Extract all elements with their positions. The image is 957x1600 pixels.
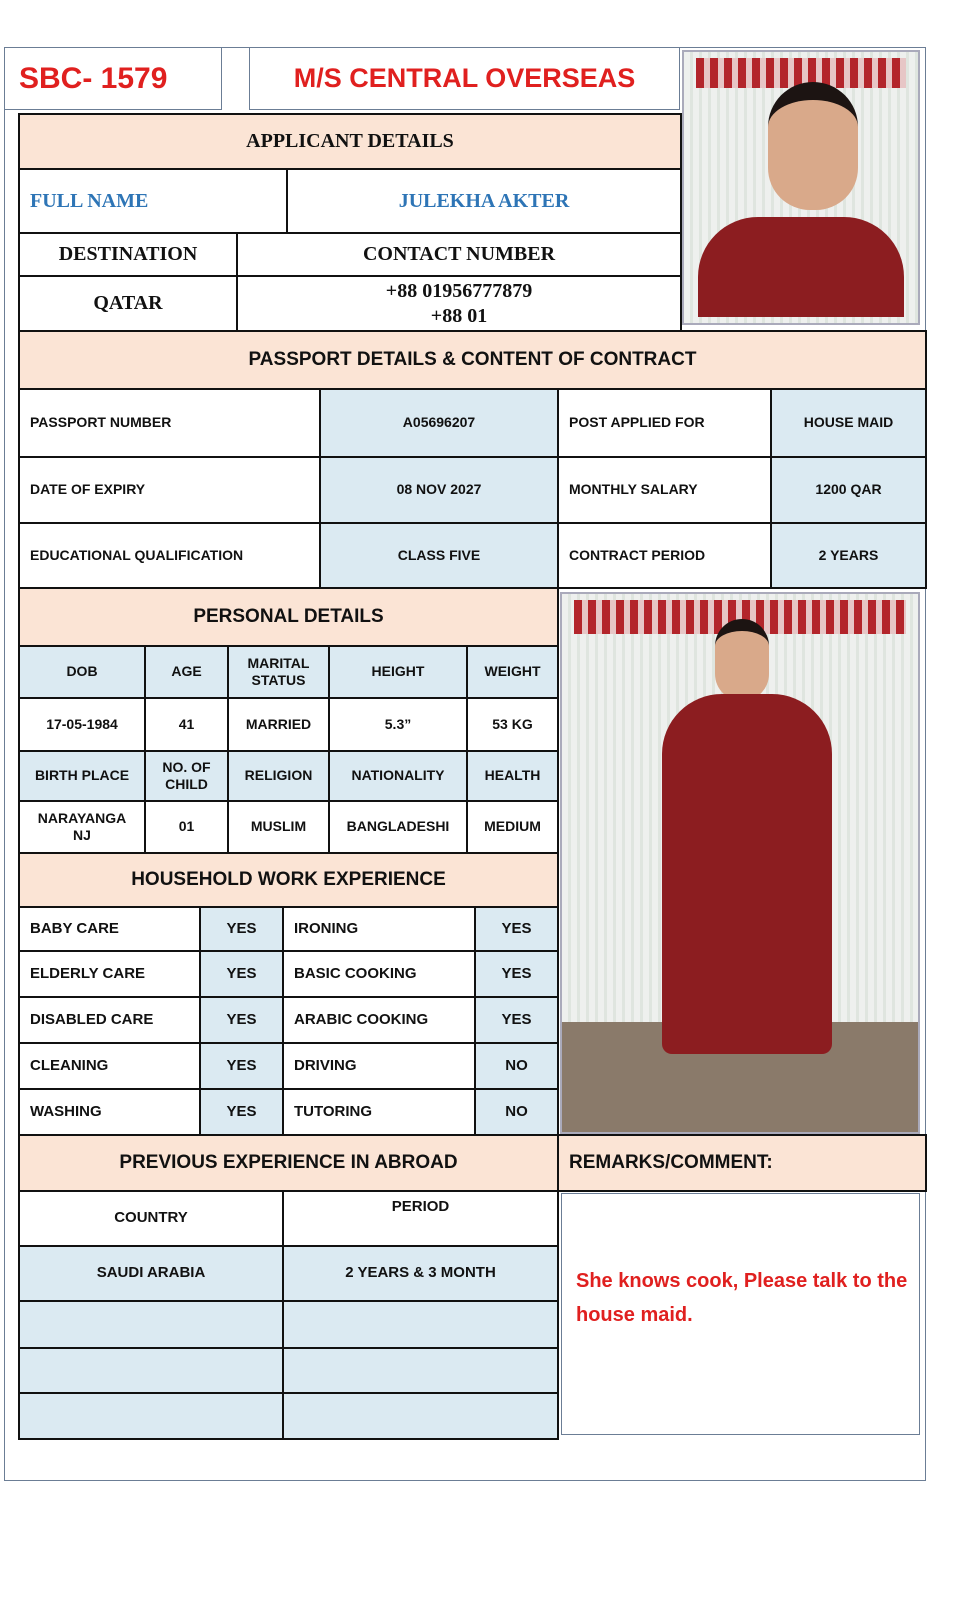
applicant-portrait-photo	[682, 50, 920, 325]
personal-details-header: PERSONAL DETAILS	[18, 587, 559, 647]
skill-answer: YES	[474, 906, 559, 952]
skill-label: BASIC COOKING	[282, 950, 476, 998]
passport-value: A05696207	[319, 388, 559, 458]
skill-label: CLEANING	[18, 1042, 201, 1090]
passport-label: POST APPLIED FOR	[557, 388, 772, 458]
passport-value: HOUSE MAID	[770, 388, 927, 458]
skill-answer: YES	[199, 906, 284, 952]
passport-label: CONTRACT PERIOD	[557, 522, 772, 589]
passport-label: MONTHLY SALARY	[557, 456, 772, 524]
personal-label: HEIGHT	[328, 645, 468, 699]
personal-value: 41	[144, 697, 229, 752]
previous-country	[18, 1347, 284, 1394]
skill-answer: YES	[199, 950, 284, 998]
personal-value: 53 KG	[466, 697, 559, 752]
passport-value: 2 YEARS	[770, 522, 927, 589]
skill-label: DISABLED CARE	[18, 996, 201, 1044]
skill-answer: YES	[474, 996, 559, 1044]
personal-label: BIRTH PLACE	[18, 750, 146, 802]
personal-value: NARAYANGA NJ	[18, 800, 146, 854]
skill-answer: YES	[199, 996, 284, 1044]
passport-label: PASSPORT NUMBER	[18, 388, 321, 458]
personal-label: AGE	[144, 645, 229, 699]
passport-label: DATE OF EXPIRY	[18, 456, 321, 524]
passport-header: PASSPORT DETAILS & CONTENT OF CONTRACT	[18, 330, 927, 390]
skill-answer: YES	[199, 1088, 284, 1136]
remarks-text: She knows cook, Please talk to the house maid.	[561, 1193, 920, 1435]
personal-value: 17-05-1984	[18, 697, 146, 752]
period-label: PERIOD	[282, 1190, 559, 1247]
personal-value: MEDIUM	[466, 800, 559, 854]
full-name-value: JULEKHA AKTER	[286, 168, 682, 234]
personal-label: NO. OF CHILD	[144, 750, 229, 802]
skill-label: DRIVING	[282, 1042, 476, 1090]
personal-label: HEALTH	[466, 750, 559, 802]
skill-answer: NO	[474, 1042, 559, 1090]
destination-value: QATAR	[18, 275, 238, 332]
full-name-label: FULL NAME	[18, 168, 288, 234]
personal-label: RELIGION	[227, 750, 330, 802]
clothing	[698, 217, 904, 317]
passport-value: 1200 QAR	[770, 456, 927, 524]
personal-label: DOB	[18, 645, 146, 699]
previous-experience-header: PREVIOUS EXPERIENCE IN ABROAD	[18, 1134, 559, 1192]
passport-label: EDUCATIONAL QUALIFICATION	[18, 522, 321, 589]
agency-name: M/S CENTRAL OVERSEAS	[249, 47, 680, 110]
personal-label: WEIGHT	[466, 645, 559, 699]
skill-answer: NO	[474, 1088, 559, 1136]
personal-value: BANGLADESHI	[328, 800, 468, 854]
personal-label: NATIONALITY	[328, 750, 468, 802]
applicant-details-header: APPLICANT DETAILS	[18, 113, 682, 170]
skill-label: TUTORING	[282, 1088, 476, 1136]
previous-country	[18, 1300, 284, 1349]
passport-value: 08 NOV 2027	[319, 456, 559, 524]
skill-label: ARABIC COOKING	[282, 996, 476, 1044]
passport-value: CLASS FIVE	[319, 522, 559, 589]
applicant-full-photo	[560, 592, 920, 1134]
country-label: COUNTRY	[18, 1190, 284, 1247]
skill-label: ELDERLY CARE	[18, 950, 201, 998]
face	[715, 619, 769, 701]
skill-label: IRONING	[282, 906, 476, 952]
personal-label: MARITAL STATUS	[227, 645, 330, 699]
household-header: HOUSEHOLD WORK EXPERIENCE	[18, 852, 559, 908]
contact-value: +88 01956777879 +88 01	[236, 275, 682, 332]
destination-label: DESTINATION	[18, 232, 238, 277]
personal-value: MARRIED	[227, 697, 330, 752]
personal-value: 01	[144, 800, 229, 854]
personal-value: MUSLIM	[227, 800, 330, 854]
previous-period: 2 YEARS & 3 MONTH	[282, 1245, 559, 1302]
previous-country: SAUDI ARABIA	[18, 1245, 284, 1302]
skill-label: WASHING	[18, 1088, 201, 1136]
contact-label: CONTACT NUMBER	[236, 232, 682, 277]
remarks-header: REMARKS/COMMENT:	[557, 1134, 927, 1192]
reference-code: SBC- 1579	[4, 47, 222, 110]
previous-period	[282, 1347, 559, 1394]
previous-period	[282, 1300, 559, 1349]
previous-period	[282, 1392, 559, 1440]
skill-answer: YES	[474, 950, 559, 998]
previous-country	[18, 1392, 284, 1440]
skill-answer: YES	[199, 1042, 284, 1090]
personal-value: 5.3”	[328, 697, 468, 752]
skill-label: BABY CARE	[18, 906, 201, 952]
clothing	[662, 694, 832, 1054]
face	[768, 82, 858, 210]
